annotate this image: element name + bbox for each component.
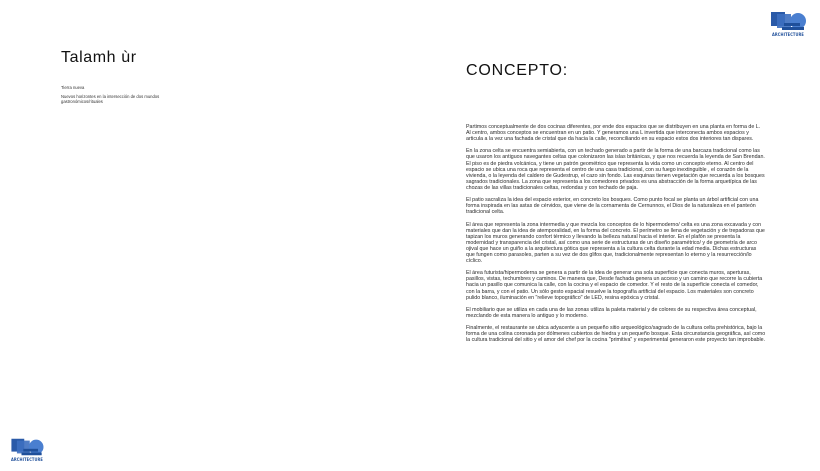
body-paragraph: El mobiliario que se utiliza en cada una de las zonas utiliza la paleta material y de colores de su respectiva área conceptual, mezclando de esta manera lo antiguo y lo moderno. <box>466 306 757 319</box>
body-paragraph: En la zona celta se encuentra semiabierta, con un techado generado a partir de la forma de una barcaza tradicional como las que usaron los antiguos navegantes celtas que colonizaron las islas británicas, y que nos recuerda la leyenda de San Brendan. El piso es de piedra volcánica, y tiene un patrón geométrico que representa la vida como un concepto eterno. Al centro del espacio se ubica una roca que representa el centro de una casa tradicional, con su fuego inextinguible , el corazón de la vivienda, o la leyenda del caldero de Gudestrup, el cazo sin fondo. Las esquinas tienen vegetación que recuerda a los bosques sagrados tradicionales. La zona que representa a los comedores privados es una abstracción de la forma arquetípica de las chozas de las villas tradicionales celtas, redondas y con techado de paja. <box>466 148 765 191</box>
brand-logo-text: ARCHITECTURE <box>772 32 804 37</box>
concept-body <box>466 124 766 349</box>
stacked-squares-circle-logo-icon <box>8 436 46 458</box>
page-subtitle: Tierra nueva <box>61 85 85 90</box>
brand-logo-bottom <box>8 436 46 462</box>
body-paragraph: Finalmente, el restaurante se ubica adyacente a un pequeño sitio arqueológico/sagrado de la cultura celta prehistórica, bajo la forma de una colina coronada por dólmenes cubiertos de hiedra y un pequeño bosque. Esta circunstancia geográfica, así como la cultura tradicional del sitio y el amor del chef por la cocina "primitiva" y experimental generaron este proyecto tan improbable. <box>466 325 766 344</box>
body-paragraph: El área que representa la zona intermedia y que mezcla los conceptos de lo hipermoderno/ celta es una zona excavada y con materiales que dan la idea de atemporalidad, en la forma del concreto. El perímetro se llena de vegetación y de trepadoras que tapizan los muros generando confort térmico y llevando la belleza natural hacia el interior. En el plafón se presenta la modernidad y transparencia del cristal, así como una serie de estructuras de un diseño paramétrico/ y de geometría de arco ojival que hace un guiño a la arquitectura gótica que representa a la cultura celta durante la edad media. Dichas estructuras que fungen como parasoles, parten a su vez de dos glifos que, tradicionalmente representan lo eterno y la resurrección/lo cíclico. <box>466 221 765 265</box>
section-heading: CONCEPTO: <box>466 62 569 79</box>
brand-logo-top <box>768 9 808 37</box>
body-paragraph: Partimos conceptualmente de dos cocinas diferentes, por ende dos espacios que se distribuyen en una planta en forma de L. Al centro, ambos conceptos se encuentran en un patio. Y generamos una L invertida que interconecta ambos espacios y articula a la vez una fachada de cristal que da hacia la calle, reconciliando en su espacio estos dos interiores tan dispares. <box>466 124 761 143</box>
page-tagline: Nuevos horizontes en la intersección de dos mundos gastronómicos/rituales <box>61 94 160 105</box>
brand-logo-text: ARCHITECTURE <box>11 457 43 462</box>
page-title: Talamh ùr <box>61 49 137 66</box>
body-paragraph: El área futurista/hipermoderna se genera a partir de la idea de generar una sola superficie que conecta muros, aperturas, pasillos, vistas, techumbres y caminos. De manera que, Desde fachada genera un acceso y un camino que recorre la cubierta hacia un pasillo que comunica la calle, con la cocina y el espacio de comedor. Y el resto de la superficie conecta el comedor, con la barra, y con el patio. Un sólo gesto espacial resuelve la topografía artificial del espacio. Los materiales son concreto pulido blanco, iluminación en "relieve topográfico" de LED, resina epóxica y cristal. <box>466 270 763 301</box>
stacked-squares-circle-logo-icon <box>768 9 808 33</box>
body-paragraph: El patio sacraliza la idea del espacio exterior, en concreto los bosques. Como punto focal se planta un árbol artificial con una forma inspirada en las astas de cérvidos, que viene de la cornamenta de Cernunnos, el Dios de la naturaleza en el panteón tradicional celta. <box>466 197 759 216</box>
